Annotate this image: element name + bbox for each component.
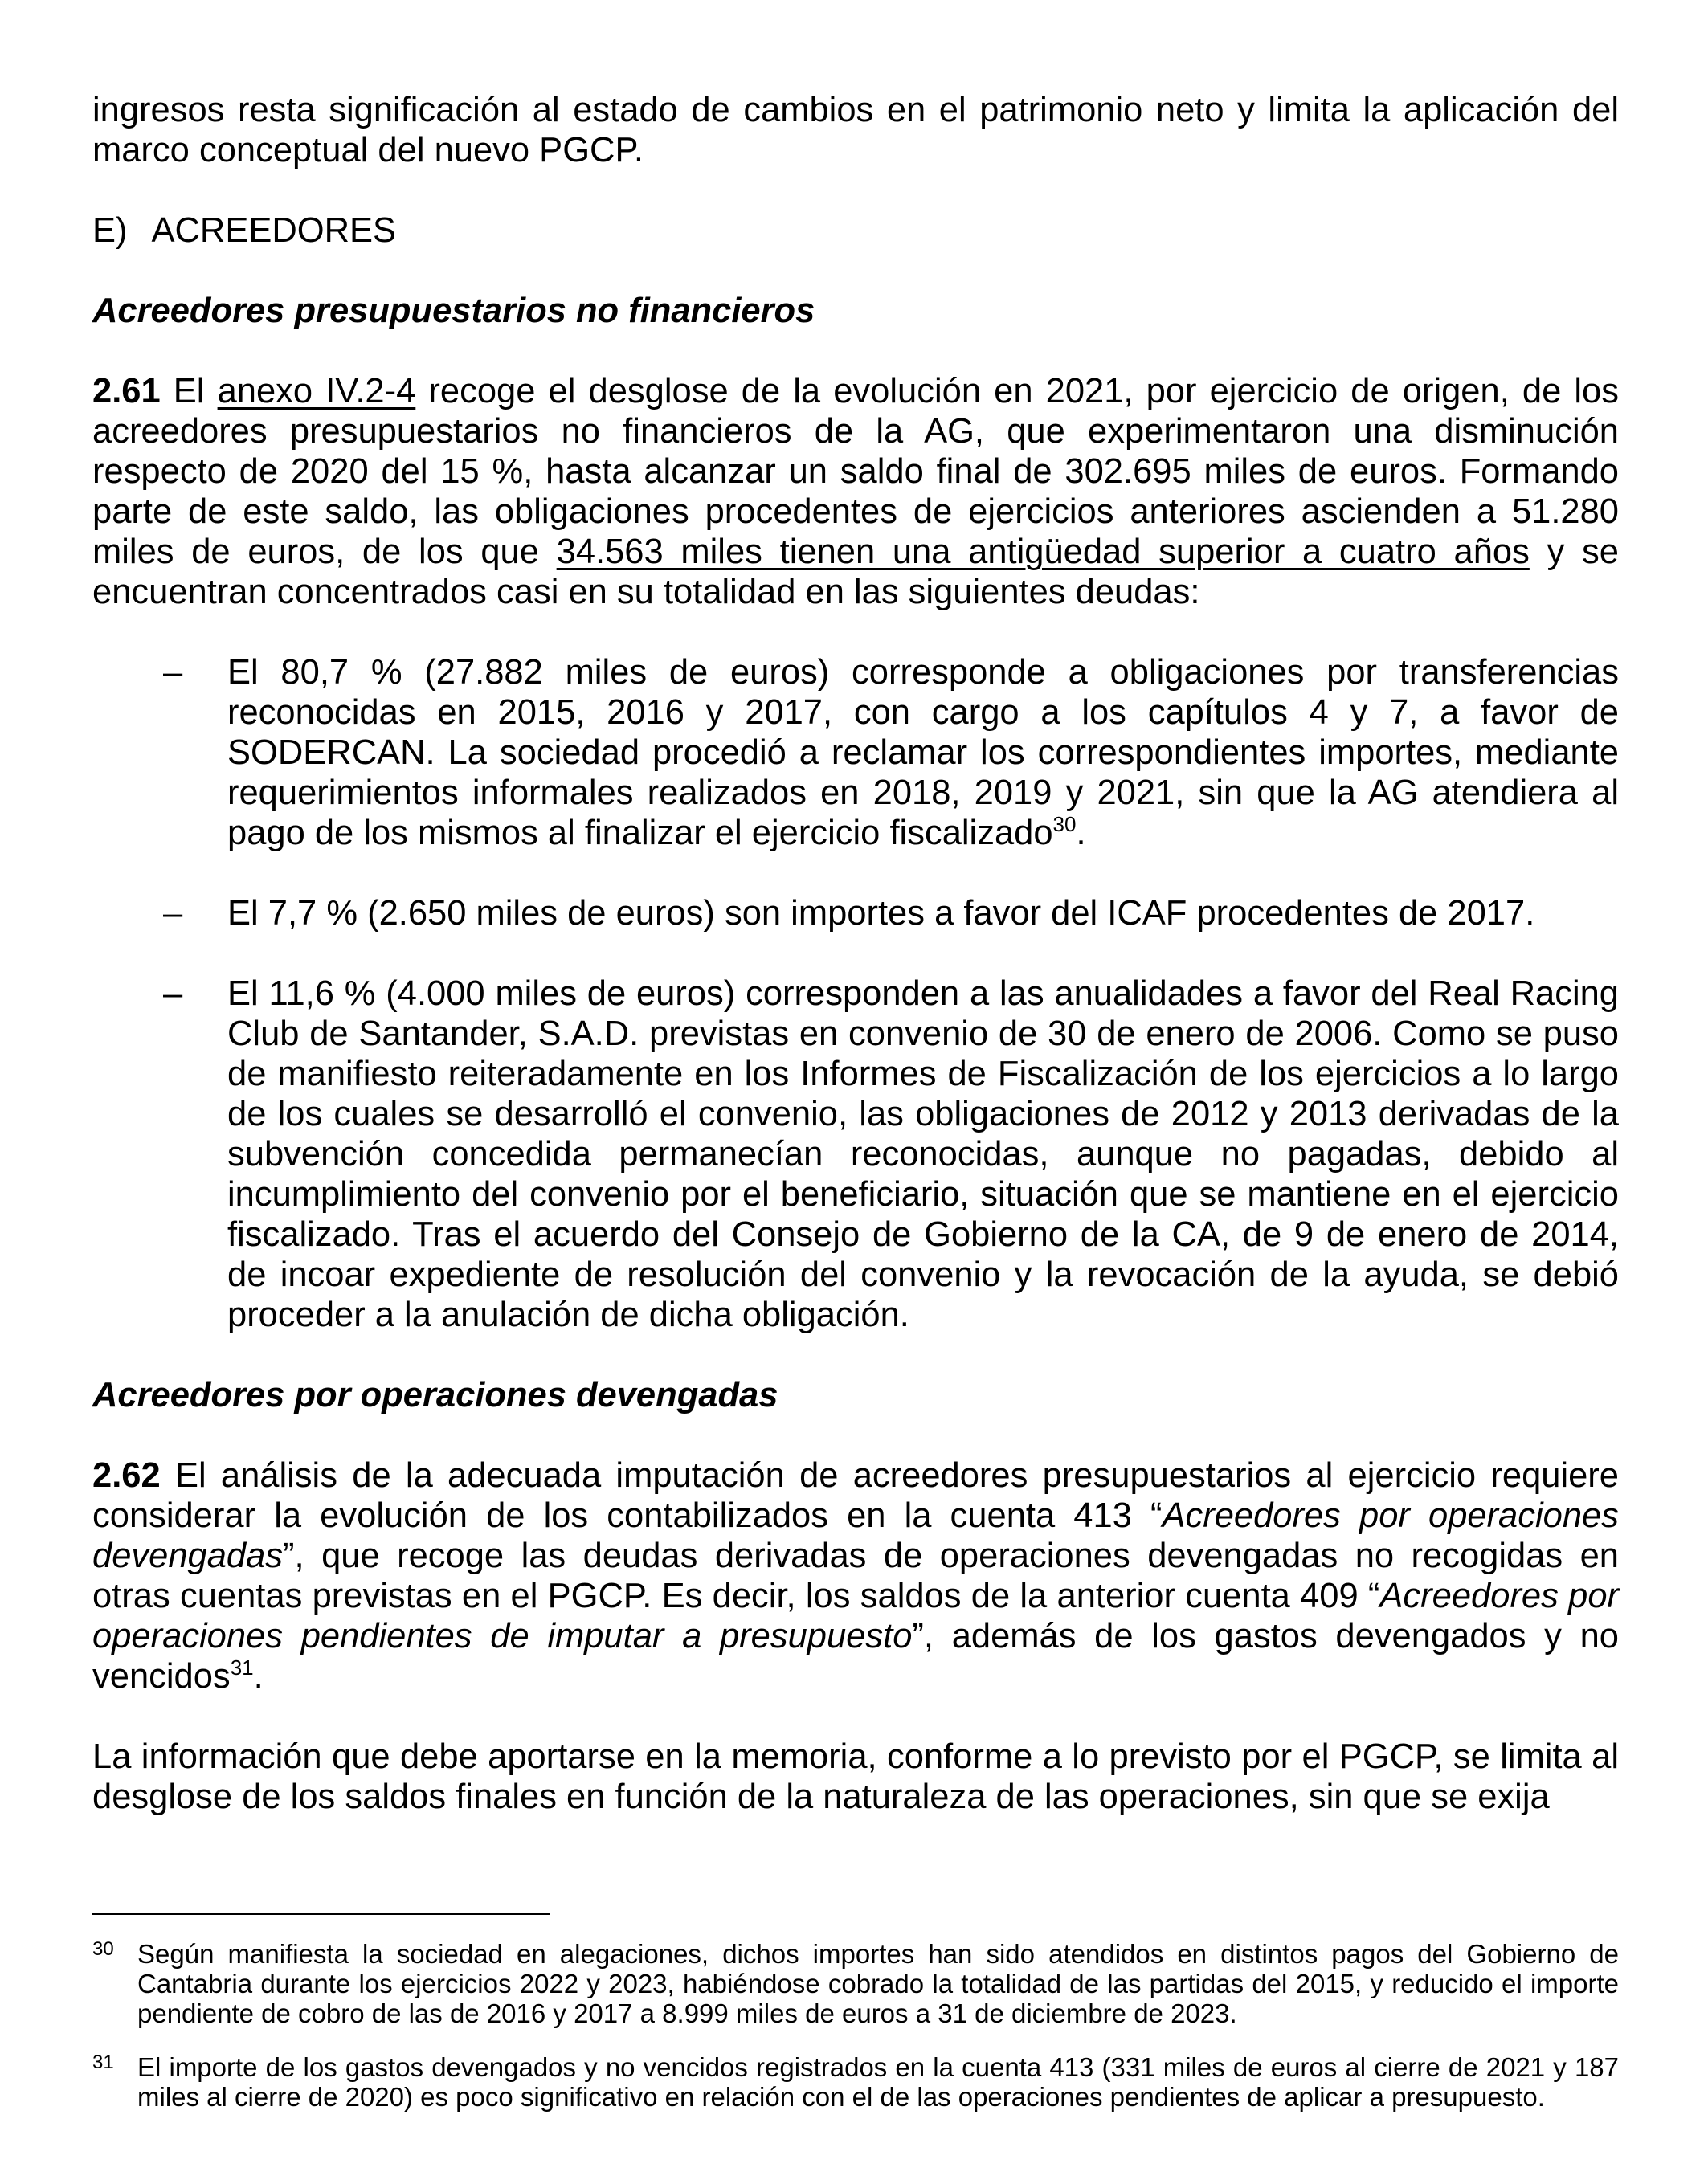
list-item-text: El 7,7 % (2.650 miles de euros) son importes a favor del ICAF procedentes de 2017.: [227, 894, 1535, 933]
list-item: [92, 652, 1619, 853]
section-heading: [92, 210, 1619, 251]
annex-link[interactable]: anexo IV.2-4: [217, 372, 416, 410]
footnote-text: El importe de los gastos devengados y no vencidos registrados en la cuenta 413 (331 miles de euros al cierre de 2021 y 187 miles al cierre de 2020) es poco significativo en relación con el de las operaciones pendientes de aplicar a presupuesto.: [137, 2052, 1619, 2112]
intro-paragraph: ingresos resta significación al estado de cambios en el patrimonio neto y limita la aplicación del marco conceptual del nuevo PGCP.: [92, 91, 1619, 169]
paragraph-number: 2.62: [92, 1456, 161, 1495]
text-run: .: [1076, 814, 1086, 852]
dash-bullet-icon: –: [163, 974, 183, 1013]
text-run: ”, además de los gastos devengados y no vencidos: [92, 1617, 1620, 1696]
list-item: [92, 893, 1619, 933]
footnotes: [92, 1939, 1619, 2136]
underlined-text: 34.563 miles tienen una antigüedad superior a cuatro años: [556, 533, 1530, 571]
list-item-text: El 80,7 % (27.882 miles de euros) corresponde a obligaciones por transferencias reconocidas en 2015, 2016 y 2017, con cargo a los capítulos 4 y 7, a favor de SODERCAN. La sociedad procedió a reclamar los correspondientes importes, mediante requerimientos informales realizados en 2018, 2019 y 2021, sin que la AG atendiera al pago de los mismos al finalizar el ejercicio fiscalizado: [227, 653, 1619, 852]
footnote-ref-31[interactable]: 31: [230, 1655, 254, 1680]
text-run: y se encuentran concentrados casi en su totalidad en las siguientes deudas:: [92, 533, 1619, 611]
paragraph-2-61: [92, 371, 1619, 612]
final-paragraph: La información que debe aportarse en la memoria, conforme a lo previsto por el PGCP, se limita al desglose de los saldos finales en función de la naturaleza de las operaciones, sin que se exija: [92, 1737, 1619, 1816]
account-name-413: Acreedores por operaciones devengadas: [92, 1496, 1619, 1575]
footnote-number: 31: [92, 2051, 114, 2073]
paragraph-2-62: [92, 1455, 1619, 1696]
footnote-30: [92, 1939, 1619, 2028]
debts-list: [92, 652, 1619, 1335]
text-run: .: [253, 1657, 264, 1696]
footnote-separator: [92, 1913, 550, 1915]
text-run: ”, que recoge las deudas derivadas de operaciones devengadas no recogidas en otras cuentas previstas en el PGCP. Es decir, los saldos de la anterior cuenta 409 “: [92, 1537, 1619, 1615]
subsection-heading-no-financieros: Acreedores presupuestarios no financieros: [92, 292, 815, 330]
footnote-number: 30: [92, 1938, 114, 1960]
text-run: El análisis de la adecuada imputación de acreedores presupuestarios al ejercicio requiere considerar la evolución de los contabilizados en la cuenta 413 “: [92, 1456, 1619, 1535]
document-page: [92, 90, 1619, 1817]
footnote-31: [92, 2052, 1619, 2112]
footnote-ref-30[interactable]: 30: [1052, 812, 1077, 836]
text-run: recoge el desglose de la evolución en 2021, por ejercicio de origen, de los acreedores presupuestarios no financieros de la AG, que experimentaron una disminución respecto de 2020 del 15 %, hasta alcanzar un saldo final de 302.695 miles de euros. Formando parte de este saldo, las obligaciones procedentes de ejercicios anteriores ascienden a 51.280 miles de euros, de los que: [92, 372, 1619, 571]
dash-bullet-icon: –: [163, 894, 183, 933]
paragraph-number: 2.61: [92, 372, 161, 410]
account-name-409: Acreedores por operaciones pendientes de imputar a presupuesto: [92, 1577, 1619, 1655]
section-title: ACREEDORES: [151, 211, 397, 250]
footnote-text: Según manifiesta la sociedad en alegaciones, dichos importes han sido atendidos en distintos pagos del Gobierno de Cantabria durante los ejercicios 2022 y 2023, habiéndose cobrado la totalidad de las partidas del 2015, y reducido el importe pendiente de cobro de las de 2016 y 2017 a 8.999 miles de euros a 31 de diciembre de 2023.: [137, 1939, 1619, 2028]
list-item-text: El 11,6 % (4.000 miles de euros) corresponden a las anualidades a favor del Real Racing Club de Santander, S.A.D. previstas en convenio de 30 de enero de 2006. Como se puso de manifiesto reiteradamente en los Informes de Fiscalización de los ejercicios a lo largo de los cuales se desarrolló el convenio, las obligaciones de 2012 y 2013 derivadas de la subvención concedida permanecían reconocidas, aunque no pagadas, debido al incumplimiento del convenio por el beneficiario, situación que se mantiene en el ejercicio fiscalizado. Tras el acuerdo del Consejo de Gobierno de la CA, de 9 de enero de 2014, de incoar expediente de resolución del convenio y la revocación de la ayuda, se debió proceder a la anulación de dicha obligación.: [227, 974, 1619, 1334]
text-run: El: [160, 372, 218, 410]
subsection-heading-devengadas: Acreedores por operaciones devengadas: [92, 1376, 778, 1414]
dash-bullet-icon: –: [163, 653, 183, 692]
section-letter: E): [92, 211, 128, 250]
list-item: [92, 974, 1619, 1335]
